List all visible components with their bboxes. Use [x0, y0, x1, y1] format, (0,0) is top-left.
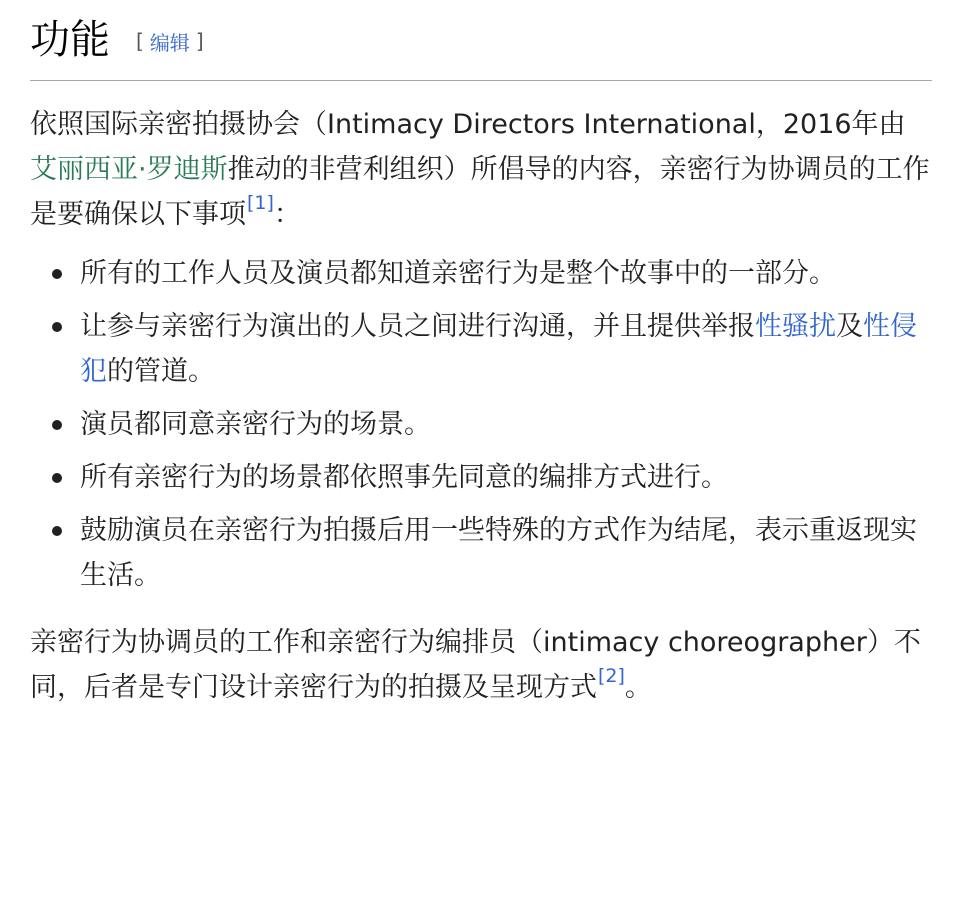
list-item-text: 所有的工作人员及演员都知道亲密行为是整个故事中的一部分。 — [80, 258, 836, 289]
reference-link-1[interactable]: [1] — [247, 192, 274, 214]
bullet-icon — [52, 526, 62, 536]
duties-list — [30, 251, 932, 598]
person-link[interactable]: 艾丽西亚·罗迪斯 — [30, 154, 228, 185]
intro-paragraph — [30, 102, 932, 237]
bullet-icon — [52, 269, 62, 279]
list-item-text: 的管道。 — [107, 356, 215, 387]
article-section — [30, 0, 932, 710]
edit-bracket-open: [ — [136, 29, 144, 53]
list-item — [30, 402, 932, 447]
list-item-text: 鼓励演员在亲密行为拍摄后用一些特殊的方式作为结尾，表示重返现实生活。 — [80, 515, 917, 591]
reference-link-2[interactable]: [2] — [598, 665, 625, 687]
edit-bracket-close: ] — [195, 29, 204, 53]
list-item — [30, 251, 932, 296]
list-item-text: 让参与亲密行为演出的人员之间进行沟通，并且提供举报 — [80, 311, 755, 342]
list-item-text: 所有亲密行为的场景都依照事先同意的编排方式进行。 — [80, 462, 728, 493]
section-title: 功能 — [30, 17, 110, 63]
edit-section — [136, 25, 204, 56]
list-item-text: 及 — [836, 311, 863, 342]
edit-link[interactable]: 编辑 — [149, 30, 190, 55]
intro-text-2: 推动的非营利组织）所倡导的内容，亲密行为协调员的工作是要确保以下事项 — [30, 154, 930, 230]
outro-paragraph — [30, 620, 932, 710]
bullet-icon — [52, 322, 62, 332]
intro-text-1: 依照国际亲密拍摄协会（Intimacy Directors International，2016年由 — [30, 109, 906, 140]
outro-text-1: 亲密行为协调员的工作和亲密行为编排员（intimacy choreographer）不同，后者是专门设计亲密行为的拍摄及呈现方式 — [30, 627, 921, 703]
list-item-text: 演员都同意亲密行为的场景。 — [80, 409, 431, 440]
bullet-icon — [52, 473, 62, 483]
list-item — [30, 455, 932, 500]
outro-text-2: 。 — [624, 672, 652, 703]
list-item — [30, 304, 932, 394]
intro-text-3: ： — [273, 199, 301, 230]
sexual-harassment-link[interactable]: 性骚扰 — [755, 311, 836, 342]
section-heading — [30, 0, 932, 81]
bullet-icon — [52, 420, 62, 430]
sexual-assault-link[interactable]: 性侵犯 — [80, 311, 917, 387]
list-item — [30, 508, 932, 598]
